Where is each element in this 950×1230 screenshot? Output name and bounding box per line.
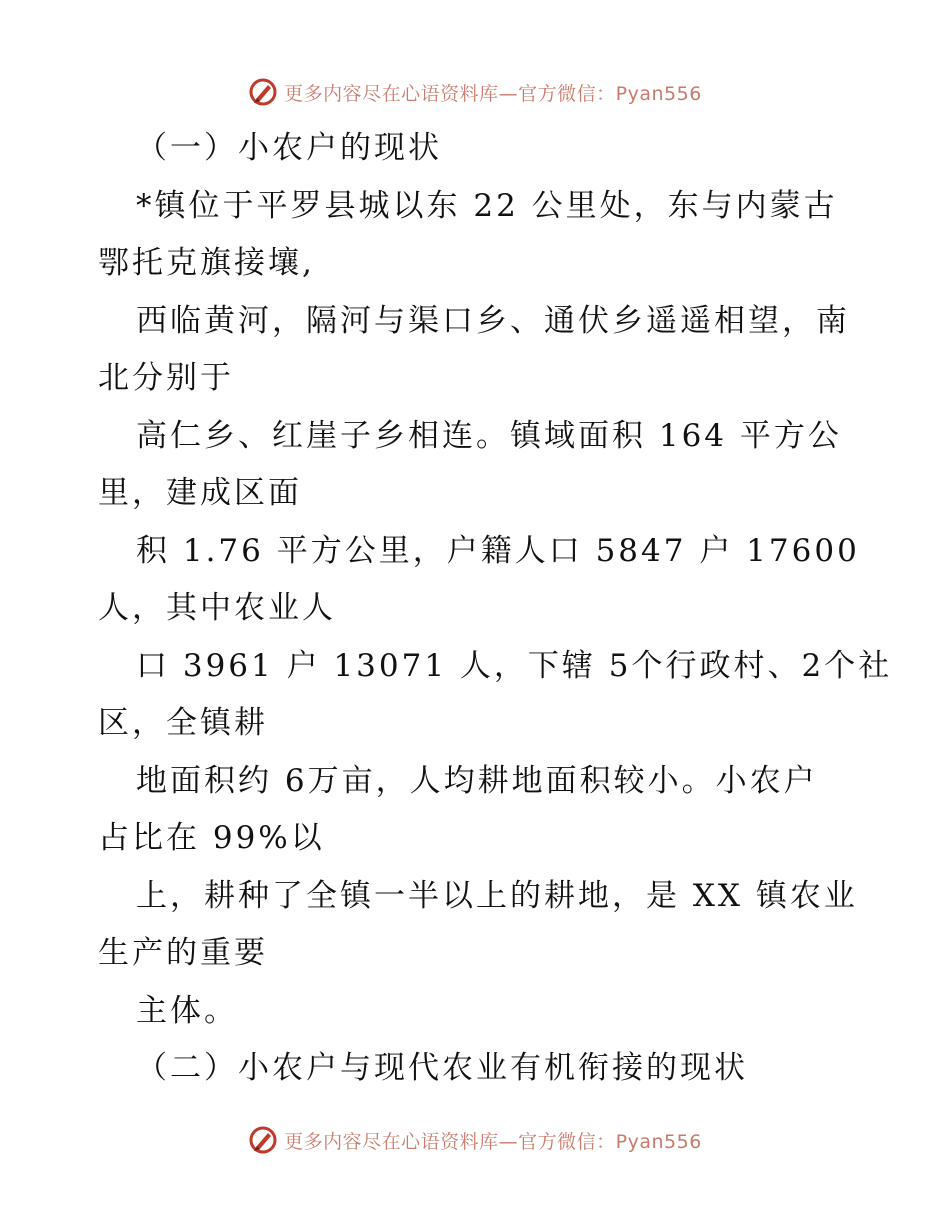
footer-banner	[0, 1120, 950, 1160]
body-line: *镇位于平罗县城以东 22 公里处，东与内蒙古	[136, 187, 838, 224]
pen-logo-icon	[248, 1125, 278, 1155]
body-line: 人，其中农业人	[98, 590, 336, 626]
body-line: 区，全镇耕	[98, 705, 268, 741]
body-line: 鄂托克旗接壤,	[98, 245, 315, 281]
body-line: 里，建成区面	[98, 475, 302, 511]
body-line: 口 3961 户 13071 人，下辖 5个行政村、2个社	[136, 647, 893, 684]
header-banner	[0, 72, 950, 112]
body-line: 生产的重要	[98, 935, 268, 971]
body-line: 主体。	[136, 992, 238, 1029]
body-line: （二）小农户与现代农业有机衔接的现状	[136, 1050, 748, 1086]
body-line: 上，耕种了全镇一半以上的耕地，是 XX 镇农业	[136, 877, 858, 914]
body-line: 高仁乡、红崖子乡相连。镇域面积 164 平方公	[136, 417, 842, 454]
body-line: 占比在 99%以	[98, 820, 325, 856]
body-line: 西临黄河，隔河与渠口乡、通伏乡遥遥相望，南	[136, 302, 850, 339]
document-body	[98, 120, 893, 1098]
banner-text: 更多内容尽在心语资料库—官方微信：Pyan556	[284, 82, 702, 105]
banner-text: 更多内容尽在心语资料库—官方微信：Pyan556	[284, 1130, 702, 1153]
body-line: （一）小农户的现状	[136, 130, 442, 166]
body-line: 地面积约 6万亩，人均耕地面积较小。小农户	[136, 762, 818, 799]
body-line: 积 1.76 平方公里，户籍人口 5847 户 17600	[136, 532, 860, 569]
body-line: 北分别于	[98, 360, 234, 396]
pen-logo-icon	[248, 77, 278, 107]
